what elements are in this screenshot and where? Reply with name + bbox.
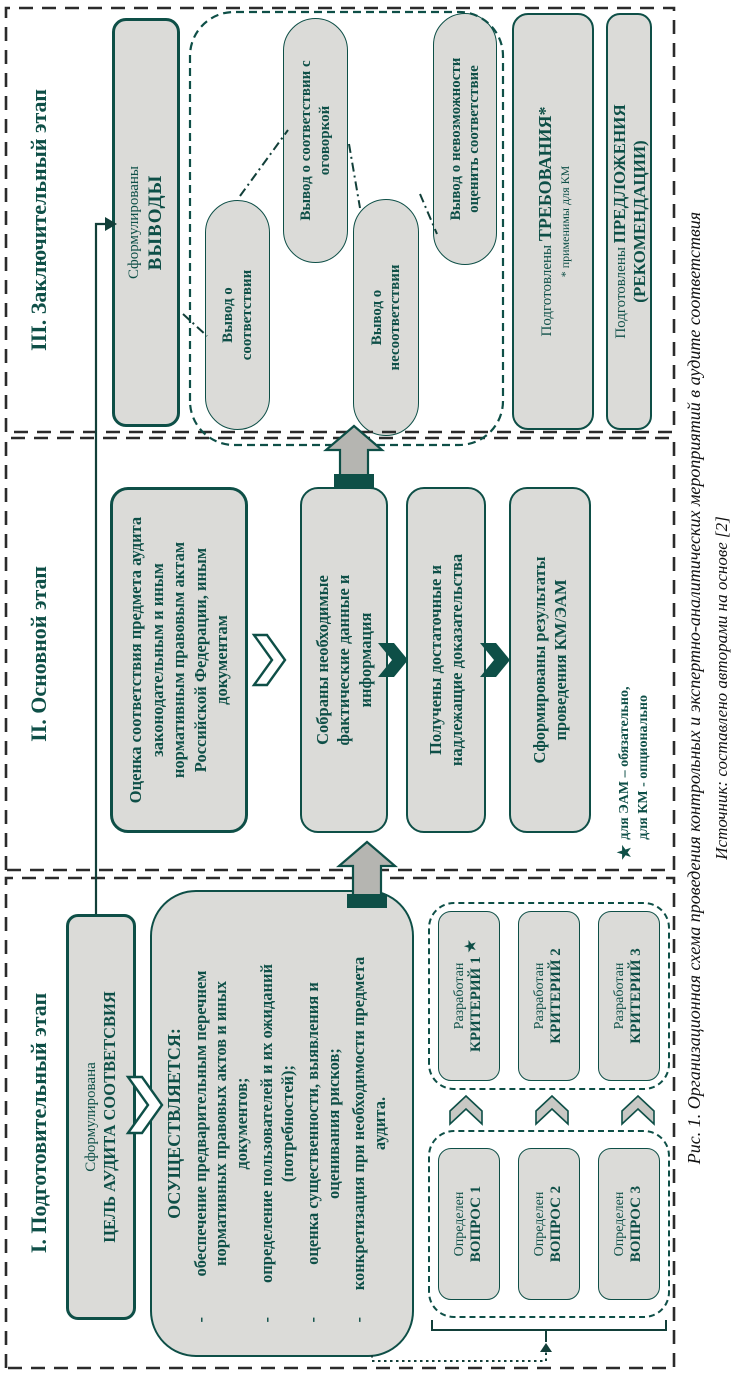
proposals-strong2: (РЕКОМЕНДАЦИИ) xyxy=(629,140,649,303)
arrow-right-icon xyxy=(540,1343,552,1352)
results-box xyxy=(509,487,591,833)
goal-box-line1: Сформулирована xyxy=(82,1062,99,1172)
collected-text: Собраны необходимые фактические данные и информация xyxy=(312,574,375,746)
criterion-box-1 xyxy=(438,911,500,1081)
chevron-right-icon xyxy=(536,1096,568,1124)
goal-box-line2: ЦЕЛЬ АУДИТА СООТВЕТСВИЯ xyxy=(99,991,119,1243)
stage2-title: II. Основной этап xyxy=(26,566,51,742)
link-compliance-to-qualified xyxy=(240,130,288,196)
chevron-right-icon xyxy=(450,1096,482,1124)
outcome-compliance: Вывод о соответствии xyxy=(205,200,270,430)
conclusions-box xyxy=(112,18,180,427)
requirements-note: * применимы для КМ xyxy=(558,165,573,278)
link-conclusions-to-compliance xyxy=(183,314,207,336)
figure-caption: Рис. 1. Организационная схема проведения контрольных и экспертно-аналитических мероприятий в аудите соответствия xyxy=(684,211,704,1165)
outcome-qualified: Вывод о соответствии с оговоркой xyxy=(283,18,348,263)
carried-out-title: ОСУЩЕСТВЛЯЕТСЯ: xyxy=(164,1028,184,1219)
carried-out-list xyxy=(191,941,395,1323)
proposals-box xyxy=(606,13,652,430)
outcome-noncompliance: Вывод о несоответствии xyxy=(353,199,419,436)
list-item xyxy=(303,941,344,1323)
evidence-text: Получены достаточные и надлежащие доказательства xyxy=(425,553,466,767)
footnote xyxy=(616,590,654,860)
question-2-line1: Определен xyxy=(532,1191,548,1257)
chevron-right-icon xyxy=(622,1096,654,1124)
criterion-1-text: КРИТЕРИЙ 1 xyxy=(468,956,485,1053)
star-icon: ★ xyxy=(615,844,634,860)
requirements-prefix: Подготовлены xyxy=(539,244,556,337)
footnote-line2: для КМ - опционально xyxy=(635,694,651,840)
proposals-strong: ПРЕДЛОЖЕНИЯ xyxy=(609,104,629,244)
questions-group xyxy=(428,1130,670,1318)
list-item-text: конкретизация при необходимости предмета аудита. xyxy=(349,956,389,1291)
conclusions-line1: Сформулированы xyxy=(125,166,142,279)
questions-bracket xyxy=(432,1320,666,1342)
question-1-line1: Определен xyxy=(452,1191,468,1257)
collected-box xyxy=(300,487,388,833)
proposals-main xyxy=(609,104,631,338)
requirements-main xyxy=(533,106,558,336)
question-box-3 xyxy=(598,1148,660,1300)
criterion-box-3 xyxy=(598,911,660,1081)
criterion-2-line1: Разработан xyxy=(532,962,548,1030)
link-qualified-to-noncompliance xyxy=(349,144,360,208)
results-text: Сформированы результаты проведения КМ/ЭАМ xyxy=(529,556,570,764)
criterion-1-line2 xyxy=(464,939,485,1053)
question-3-line2: ВОПРОС 3 xyxy=(628,1185,645,1263)
assessment-text: Оценка соответствия предмета аудита законодательным и иным нормативным правовым актам Российской Федерации, иным документам xyxy=(126,516,232,804)
criterion-3-line2: КРИТЕРИЙ 3 xyxy=(628,948,645,1044)
list-item xyxy=(349,941,390,1323)
footnote-lines xyxy=(616,687,654,840)
requirements-box xyxy=(512,13,594,430)
outcome-unable: Вывод о невозможности оценить соответствие xyxy=(433,13,497,265)
assessment-box xyxy=(110,487,248,833)
question-1-line2: ВОПРОС 1 xyxy=(468,1185,485,1263)
proposals-line2 xyxy=(631,140,650,302)
list-item-text: обеспечение предварительным перечнем нормативных правовых актов и иных документов; xyxy=(191,970,251,1277)
stage1-title: I. Подготовительный этап xyxy=(26,992,51,1254)
list-item xyxy=(257,941,298,1323)
dotted-feedback-connector xyxy=(372,1352,546,1361)
bullet-dash: - xyxy=(303,1317,323,1323)
list-item-text: определение пользователей и их ожиданий (потребностей); xyxy=(257,964,297,1283)
question-2-line2: ВОПРОС 2 xyxy=(548,1185,565,1263)
goal-to-conclusions-connector xyxy=(96,224,106,914)
list-item-text: оценка существенности, выявления и оценивания рисков; xyxy=(303,982,343,1265)
stage2-to-stage3-arrow xyxy=(326,426,382,488)
criteria-group xyxy=(428,902,670,1090)
question-3-line1: Определен xyxy=(612,1191,628,1257)
chevron-down-icon xyxy=(254,635,285,685)
bullet-dash: - xyxy=(349,1317,369,1323)
requirements-strong: ТРЕБОВАНИЯ* xyxy=(535,106,556,242)
criterion-3-line1: Разработан xyxy=(612,962,628,1030)
question-box-2 xyxy=(518,1148,580,1300)
criterion-2-line2: КРИТЕРИЙ 2 xyxy=(548,948,565,1044)
figure-source: Источник: составлено авторами на основе [2] xyxy=(712,516,731,860)
evidence-box xyxy=(406,487,486,833)
proposals-prefix: Подготовлены xyxy=(612,247,629,339)
criterion-box-2 xyxy=(518,911,580,1081)
list-item xyxy=(191,941,252,1323)
stage3-title: III. Заключительный этап xyxy=(26,89,51,351)
bullet-dash: - xyxy=(257,1317,277,1323)
bullet-dash: - xyxy=(191,1317,210,1323)
goal-box xyxy=(66,914,136,1320)
arrow-tail-bar xyxy=(334,474,374,488)
star-icon: ★ xyxy=(464,939,480,953)
conclusions-line2: ВЫВОДЫ xyxy=(144,174,166,271)
carried-out-box xyxy=(150,890,414,1357)
footnote-line1: для ЭАМ – обязательно, xyxy=(617,686,632,840)
criterion-1-line1: Разработан xyxy=(452,962,468,1030)
question-box-1 xyxy=(438,1148,500,1300)
